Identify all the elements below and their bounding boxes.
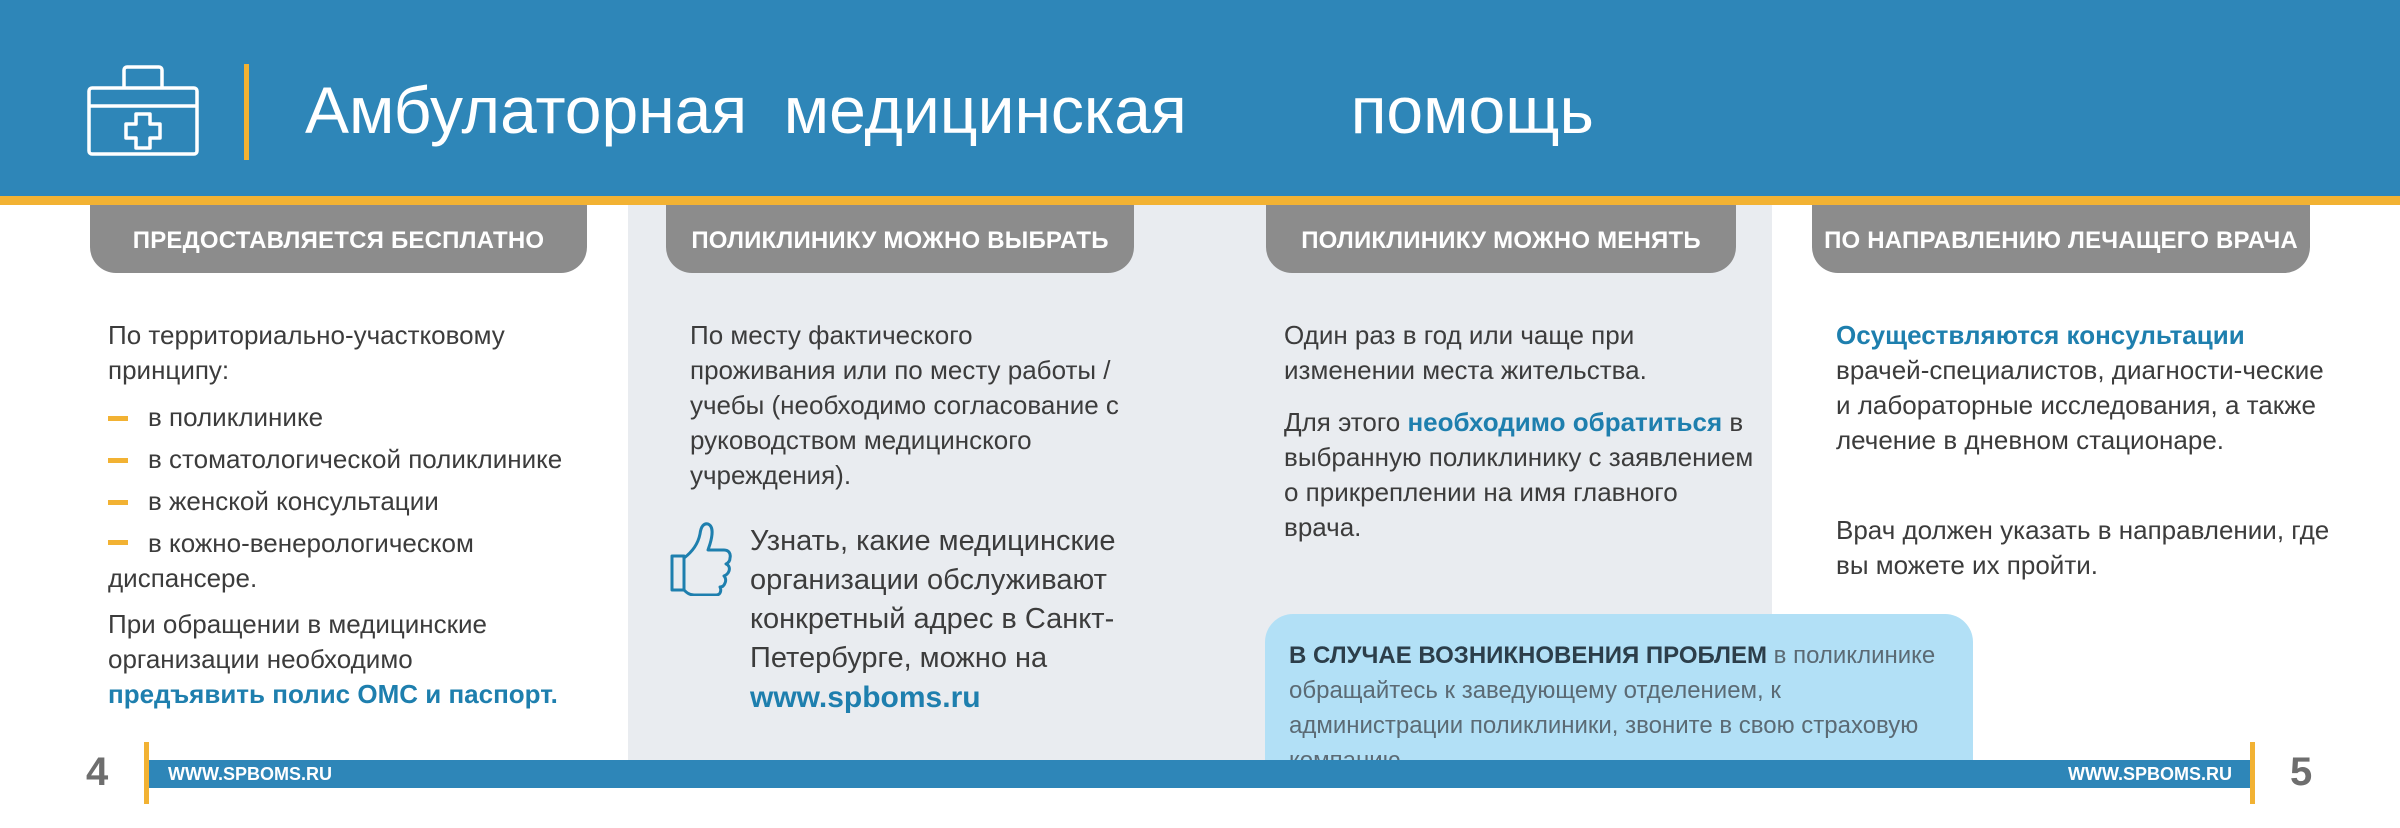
page-number-left: 4: [86, 750, 109, 794]
dash-bullet-icon: [108, 540, 128, 545]
dash-bullet-icon: [108, 416, 128, 421]
footer-divider-right: [2250, 742, 2255, 804]
dash-bullet-icon: [108, 500, 128, 505]
list-item: в стоматологической поликлинике: [108, 442, 628, 477]
footer-bar: [148, 760, 2251, 788]
column-4-paragraph-2: Врач должен указать в направлении, где вы можете их пройти.: [1836, 515, 2330, 580]
column-2-intro: По месту фактического проживания или по месту работы / учебы (необходимо согласование с руководством медицинского учреждения).: [690, 320, 1119, 490]
column-1-intro: По территориально-участковому принципу:: [108, 320, 505, 385]
list-item: в женской консультации: [108, 484, 628, 519]
column-1-outro-bold: предъявить полис ОМС и паспорт.: [108, 679, 558, 709]
tab-free-of-charge: ПРЕДОСТАВЛЯЕТСЯ БЕСПЛАТНО: [90, 205, 587, 273]
list-item: в поликлинике: [108, 400, 628, 435]
column-3-paragraph-1: Один раз в год или чаще при изменении места жительства.: [1284, 320, 1647, 385]
page-title-part1: Амбулаторная медицинская: [305, 73, 1187, 147]
thumbs-up-icon: [668, 520, 734, 596]
first-aid-kit-icon: [86, 62, 200, 158]
column-1-outro: При обращении в медицинские организации необходимо предъявить полис ОМС и паспорт.: [108, 609, 558, 709]
dash-bullet-icon: [108, 458, 128, 463]
page-title-part2: помощь: [1350, 73, 1594, 147]
column-2-tip: Узнать, какие медицинские организации обслуживают конкретный адрес в Санкт-Петербурге, можно на www.spboms.ru: [750, 525, 1116, 714]
list-item: в кожно-венерологическом диспансере.: [108, 528, 474, 593]
column-1-list: [108, 400, 628, 603]
column-3-paragraph-2: Для этого необходимо обратиться в выбранную поликлинику с заявлением о прикреплении на имя главного врача.: [1284, 407, 1754, 542]
page-number-right: 5: [2290, 750, 2313, 794]
header-accent-stripe: [0, 196, 2400, 205]
column-4-paragraph-1: Осуществляются консультации врачей-специалистов, диагности-ческие и лабораторные исследования, а также лечение в дневном стационаре.: [1836, 320, 2324, 455]
tab-by-doctor-referral: ПО НАПРАВЛЕНИЮ ЛЕЧАЩЕГО ВРАЧА: [1812, 205, 2310, 273]
problems-notice: В СЛУЧАЕ ВОЗНИКНОВЕНИЯ ПРОБЛЕМ в поликлинике обращайтесь к заведующему отделением, к администрации поликлиники, звоните в свою страховую: [1265, 614, 1973, 761]
page-title: [305, 62, 1594, 158]
spboms-link[interactable]: www.spboms.ru: [750, 681, 981, 714]
footer-link-left[interactable]: WWW.SPBOMS.RU: [168, 764, 332, 784]
tab-clinic-can-be-changed: ПОЛИКЛИНИКУ МОЖНО МЕНЯТЬ: [1266, 205, 1736, 273]
footer-link-right[interactable]: WWW.SPBOMS.RU: [2068, 764, 2232, 784]
tab-clinic-can-be-chosen: ПОЛИКЛИНИКУ МОЖНО ВЫБРАТЬ: [666, 205, 1134, 273]
header-divider: [244, 64, 249, 160]
footer-divider-left: [144, 742, 149, 804]
